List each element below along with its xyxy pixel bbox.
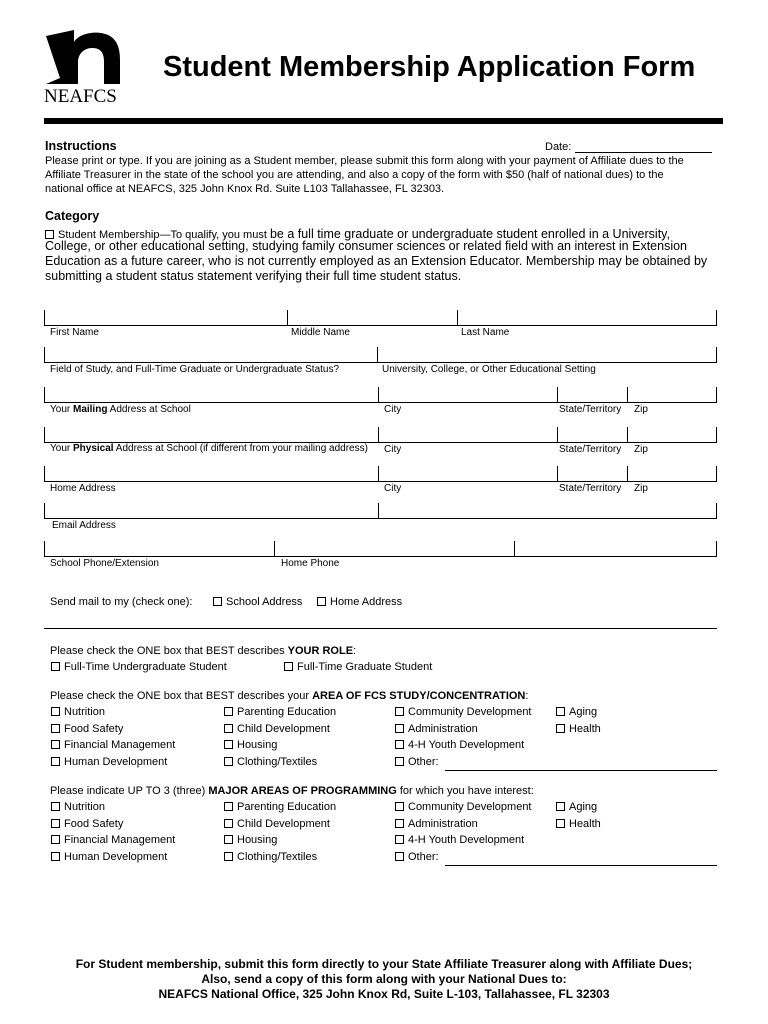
logo-icon xyxy=(44,28,128,88)
home-phone-input[interactable] xyxy=(275,540,514,556)
study-checkbox[interactable] xyxy=(224,707,233,716)
study-checkbox[interactable] xyxy=(395,707,404,716)
programming-option-other[interactable]: Other: xyxy=(395,851,439,863)
physical-zip-label: Zip xyxy=(634,444,648,455)
home-address-checkbox[interactable] xyxy=(317,597,326,606)
mailing-city-label: City xyxy=(384,404,402,415)
study-option[interactable]: Food Safety xyxy=(51,723,123,735)
home-state-label: State/Territory xyxy=(559,483,622,494)
programming-checkbox[interactable] xyxy=(51,852,60,861)
programming-option[interactable]: Parenting Education xyxy=(224,801,336,813)
physical-zip-input[interactable] xyxy=(628,426,716,442)
physical-address-input[interactable] xyxy=(45,426,378,442)
university-label: University, College, or Other Educational Setting xyxy=(382,364,596,375)
programming-option[interactable]: Food Safety xyxy=(51,818,123,830)
category-heading: Category xyxy=(45,209,100,223)
study-checkbox[interactable] xyxy=(556,724,565,733)
programming-checkbox[interactable] xyxy=(224,835,233,844)
study-option[interactable]: Housing xyxy=(224,739,277,751)
first-name-input[interactable] xyxy=(45,308,287,325)
role-graduate-option[interactable]: Full-Time Graduate Student xyxy=(284,661,432,673)
study-checkbox[interactable] xyxy=(51,707,60,716)
footer-line-1: For Student membership, submit this form directly to your State Affiliate Treasurer along with Affiliate Dues; xyxy=(75,957,693,971)
study-option[interactable]: Child Development xyxy=(224,723,330,735)
email-row-line xyxy=(44,518,717,519)
middle-name-label: Middle Name xyxy=(291,327,350,338)
send-mail-school-option[interactable]: School Address xyxy=(213,596,302,608)
mailing-city-input[interactable] xyxy=(379,386,557,402)
instructions-line-1: Please print or type. If you are joining as a Student member, please submit this form along with your payment of Affiliate dues to the xyxy=(45,155,684,167)
study-option[interactable]: Aging xyxy=(556,706,597,718)
physical-state-label: State/Territory xyxy=(559,444,622,455)
study-checkbox[interactable] xyxy=(224,740,233,749)
physical-address-label: Your Physical Address at School (if different from your mailing address) xyxy=(50,443,368,454)
middle-name-input[interactable] xyxy=(288,308,457,325)
first-name-label: First Name xyxy=(50,327,99,338)
study-option[interactable]: Health xyxy=(556,723,601,735)
undergraduate-checkbox[interactable] xyxy=(51,662,60,671)
footer-line-2: Also, send a copy of this form along with your National Dues to: xyxy=(201,972,567,986)
programming-option[interactable]: Clothing/Textiles xyxy=(224,851,317,863)
instructions-heading: Instructions xyxy=(45,139,117,153)
university-input[interactable] xyxy=(378,346,716,362)
programming-checkbox[interactable] xyxy=(395,835,404,844)
footer-line-3: NEAFCS National Office, 325 John Knox Rd, Suite L-103, Tallahassee, FL 32303 xyxy=(158,987,610,1001)
study-row-line xyxy=(44,362,717,363)
school-address-checkbox[interactable] xyxy=(213,597,222,606)
field-of-study-label: Field of Study, and Full-Time Graduate or Undergraduate Status? xyxy=(50,364,340,375)
name-row-line xyxy=(44,325,717,326)
programming-checkbox[interactable] xyxy=(556,819,565,828)
programming-option[interactable]: Child Development xyxy=(224,818,330,830)
category-line-2: College, or other educational setting, studying family consumer sciences or related field with an interest in Extension xyxy=(45,239,688,253)
email-input[interactable] xyxy=(45,502,716,518)
category-line-1-large: be a full time graduate or undergraduate student enrolled in a University, xyxy=(269,227,670,241)
programming-checkbox[interactable] xyxy=(395,802,404,811)
programming-checkbox[interactable] xyxy=(556,802,565,811)
send-mail-home-option[interactable]: Home Address xyxy=(317,596,402,608)
study-checkbox[interactable] xyxy=(51,757,60,766)
neafcs-logo xyxy=(44,28,128,107)
programming-option[interactable]: 4-H Youth Development xyxy=(395,834,524,846)
home-address-input[interactable] xyxy=(45,465,378,481)
physical-city-input[interactable] xyxy=(379,426,557,442)
physical-city-label: City xyxy=(384,444,402,455)
category-line-4: submitting a student status statement verifying their full time student status. xyxy=(45,269,462,283)
study-checkbox[interactable] xyxy=(224,757,233,766)
programming-checkbox[interactable] xyxy=(51,835,60,844)
study-option[interactable]: Parenting Education xyxy=(224,706,336,718)
school-phone-label: School Phone/Extension xyxy=(50,558,159,569)
graduate-checkbox[interactable] xyxy=(284,662,293,671)
email-label: Email Address xyxy=(52,520,116,531)
programming-option[interactable]: Nutrition xyxy=(51,801,105,813)
page-title: Student Membership Application Form xyxy=(163,51,696,83)
phone-row-line xyxy=(44,556,717,557)
study-option[interactable]: Financial Management xyxy=(51,739,175,751)
school-phone-input[interactable] xyxy=(45,540,274,556)
study-option[interactable]: Nutrition xyxy=(51,706,105,718)
programming-option[interactable]: Housing xyxy=(224,834,277,846)
home-state-input[interactable] xyxy=(558,465,627,481)
last-name-input[interactable] xyxy=(458,308,716,325)
student-membership-checkbox[interactable] xyxy=(45,230,54,239)
programming-option[interactable]: Financial Management xyxy=(51,834,175,846)
study-checkbox[interactable] xyxy=(395,724,404,733)
study-option-other[interactable]: Other: xyxy=(395,756,439,768)
programming-checkbox[interactable] xyxy=(51,802,60,811)
study-prompt: Please check the ONE box that BEST describes your AREA OF FCS STUDY/CONCENTRATION: xyxy=(50,690,529,702)
mailing-address-label: Your Mailing Address at School xyxy=(50,404,191,415)
study-checkbox[interactable] xyxy=(51,740,60,749)
study-checkbox[interactable] xyxy=(224,724,233,733)
category-line-1-small: Student Membership—To qualify, you must xyxy=(58,229,270,241)
study-option[interactable]: Clothing/Textiles xyxy=(224,756,317,768)
study-checkbox[interactable] xyxy=(395,757,404,766)
home-zip-input[interactable] xyxy=(628,465,716,481)
home-city-input[interactable] xyxy=(379,465,557,481)
programming-checkbox[interactable] xyxy=(395,819,404,828)
role-undergraduate-option[interactable]: Full-Time Undergraduate Student xyxy=(51,661,227,673)
last-name-label: Last Name xyxy=(461,327,510,338)
programming-option[interactable]: Human Development xyxy=(51,851,167,863)
programming-prompt: Please indicate UP TO 3 (three) MAJOR AREAS OF PROGRAMMING for which you have interest: xyxy=(50,785,534,797)
mailing-state-label: State/Territory xyxy=(559,404,622,415)
home-zip-label: Zip xyxy=(634,483,648,494)
field-of-study-input[interactable] xyxy=(45,346,377,362)
home-address-label: Home Address xyxy=(50,483,116,494)
study-checkbox[interactable] xyxy=(395,740,404,749)
mailing-state-input[interactable] xyxy=(558,386,627,402)
date-label: Date: xyxy=(545,141,572,153)
physical-state-input[interactable] xyxy=(558,426,627,442)
study-option[interactable]: Community Development xyxy=(395,706,532,718)
programming-checkbox[interactable] xyxy=(224,852,233,861)
study-option[interactable]: Administration xyxy=(395,723,478,735)
study-checkbox[interactable] xyxy=(556,707,565,716)
programming-option[interactable]: Aging xyxy=(556,801,597,813)
programming-checkbox[interactable] xyxy=(224,819,233,828)
mailing-row-line xyxy=(44,402,717,403)
mailing-zip-label: Zip xyxy=(634,404,648,415)
send-mail-label: Send mail to my (check one): xyxy=(50,596,193,608)
home-city-label: City xyxy=(384,483,402,494)
logo-text: NEAFCS xyxy=(44,86,117,107)
programming-checkbox[interactable] xyxy=(224,802,233,811)
instructions-line-3: national office at NEAFCS, 325 John Knox Rd. Suite L103 Tallahassee, FL 32303. xyxy=(45,183,445,195)
mailing-zip-input[interactable] xyxy=(628,386,716,402)
instructions-line-2: Affiliate Treasurer in the state of the school you are attending, and also a copy of the form with $50 (half of national dues) to the xyxy=(45,169,664,181)
study-checkbox[interactable] xyxy=(51,724,60,733)
programming-option[interactable]: Administration xyxy=(395,818,478,830)
role-prompt: Please check the ONE box that BEST describes YOUR ROLE: xyxy=(50,645,357,657)
home-phone-label: Home Phone xyxy=(281,558,340,569)
home-row-line xyxy=(44,481,717,482)
header-rule xyxy=(44,118,723,124)
study-option[interactable]: 4-H Youth Development xyxy=(395,739,524,751)
programming-checkbox[interactable] xyxy=(395,852,404,861)
programming-option[interactable]: Health xyxy=(556,818,601,830)
study-option[interactable]: Human Development xyxy=(51,756,167,768)
programming-checkbox[interactable] xyxy=(51,819,60,828)
date-field[interactable] xyxy=(575,152,712,153)
programming-other-input[interactable] xyxy=(445,865,717,866)
mailing-address-input[interactable] xyxy=(45,386,378,402)
section-divider xyxy=(44,628,717,629)
category-line-3: Education as a future career, who is not currently employed as an Extension Educator. Membership may be obtained by xyxy=(45,254,708,268)
study-other-input[interactable] xyxy=(445,770,717,771)
programming-option[interactable]: Community Development xyxy=(395,801,532,813)
